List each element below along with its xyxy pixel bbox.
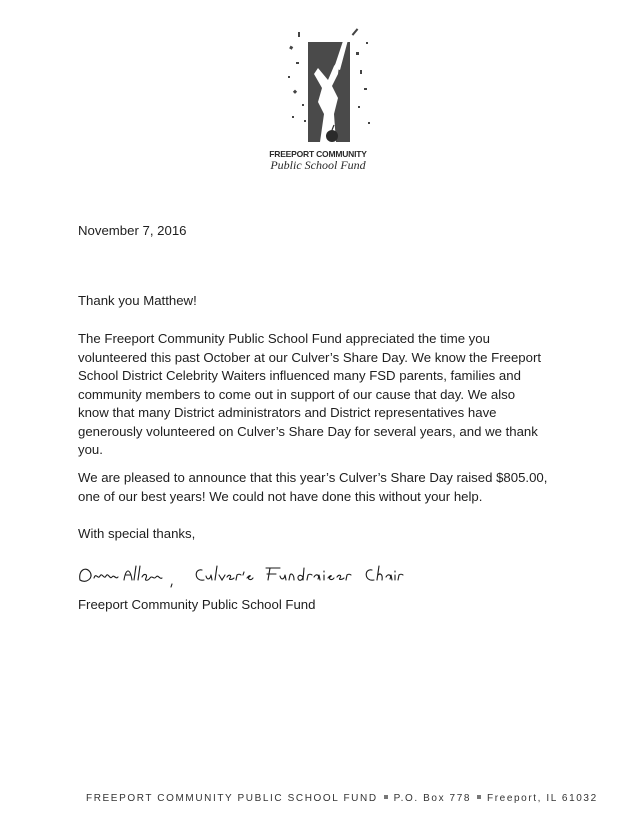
signature-organization: Freeport Community Public School Fund (78, 597, 316, 612)
letterhead-org-subtitle: Public School Fund (270, 158, 366, 172)
letterhead-org-title: FREEPORT COMMUNITY (269, 149, 367, 159)
letter-closing: With special thanks, (78, 526, 196, 541)
letter-paragraph-1: The Freeport Community Public School Fund appreciated the time you volunteered this past October at our Culver’s Share Day. We know the Freeport School District Celebrity Waiters influenced many FSD parents, families and community members to come out in support of our cause that day. We also know that many District administrators and District representatives have generously volunteered on Culver’s Share Day for several years, and we thank you. (78, 331, 542, 457)
letterhead-footer (86, 793, 598, 804)
footer-separator (477, 795, 481, 799)
letter-paragraph-2: We are pleased to announce that this year’s Culver’s Share Day raised $805.00, one of our best years! We could not have done this without your help. (78, 470, 548, 504)
letter-greeting: Thank you Matthew! (78, 293, 197, 308)
handwritten-signature (76, 560, 406, 590)
footer-po-box: P.O. Box 778 (393, 793, 472, 804)
footer-city: Freeport, IL 61032 (487, 793, 598, 804)
letter-date: November 7, 2016 (78, 223, 187, 238)
footer-org: FREEPORT COMMUNITY PUBLIC SCHOOL FUND (86, 793, 378, 804)
footer-separator (384, 795, 388, 799)
